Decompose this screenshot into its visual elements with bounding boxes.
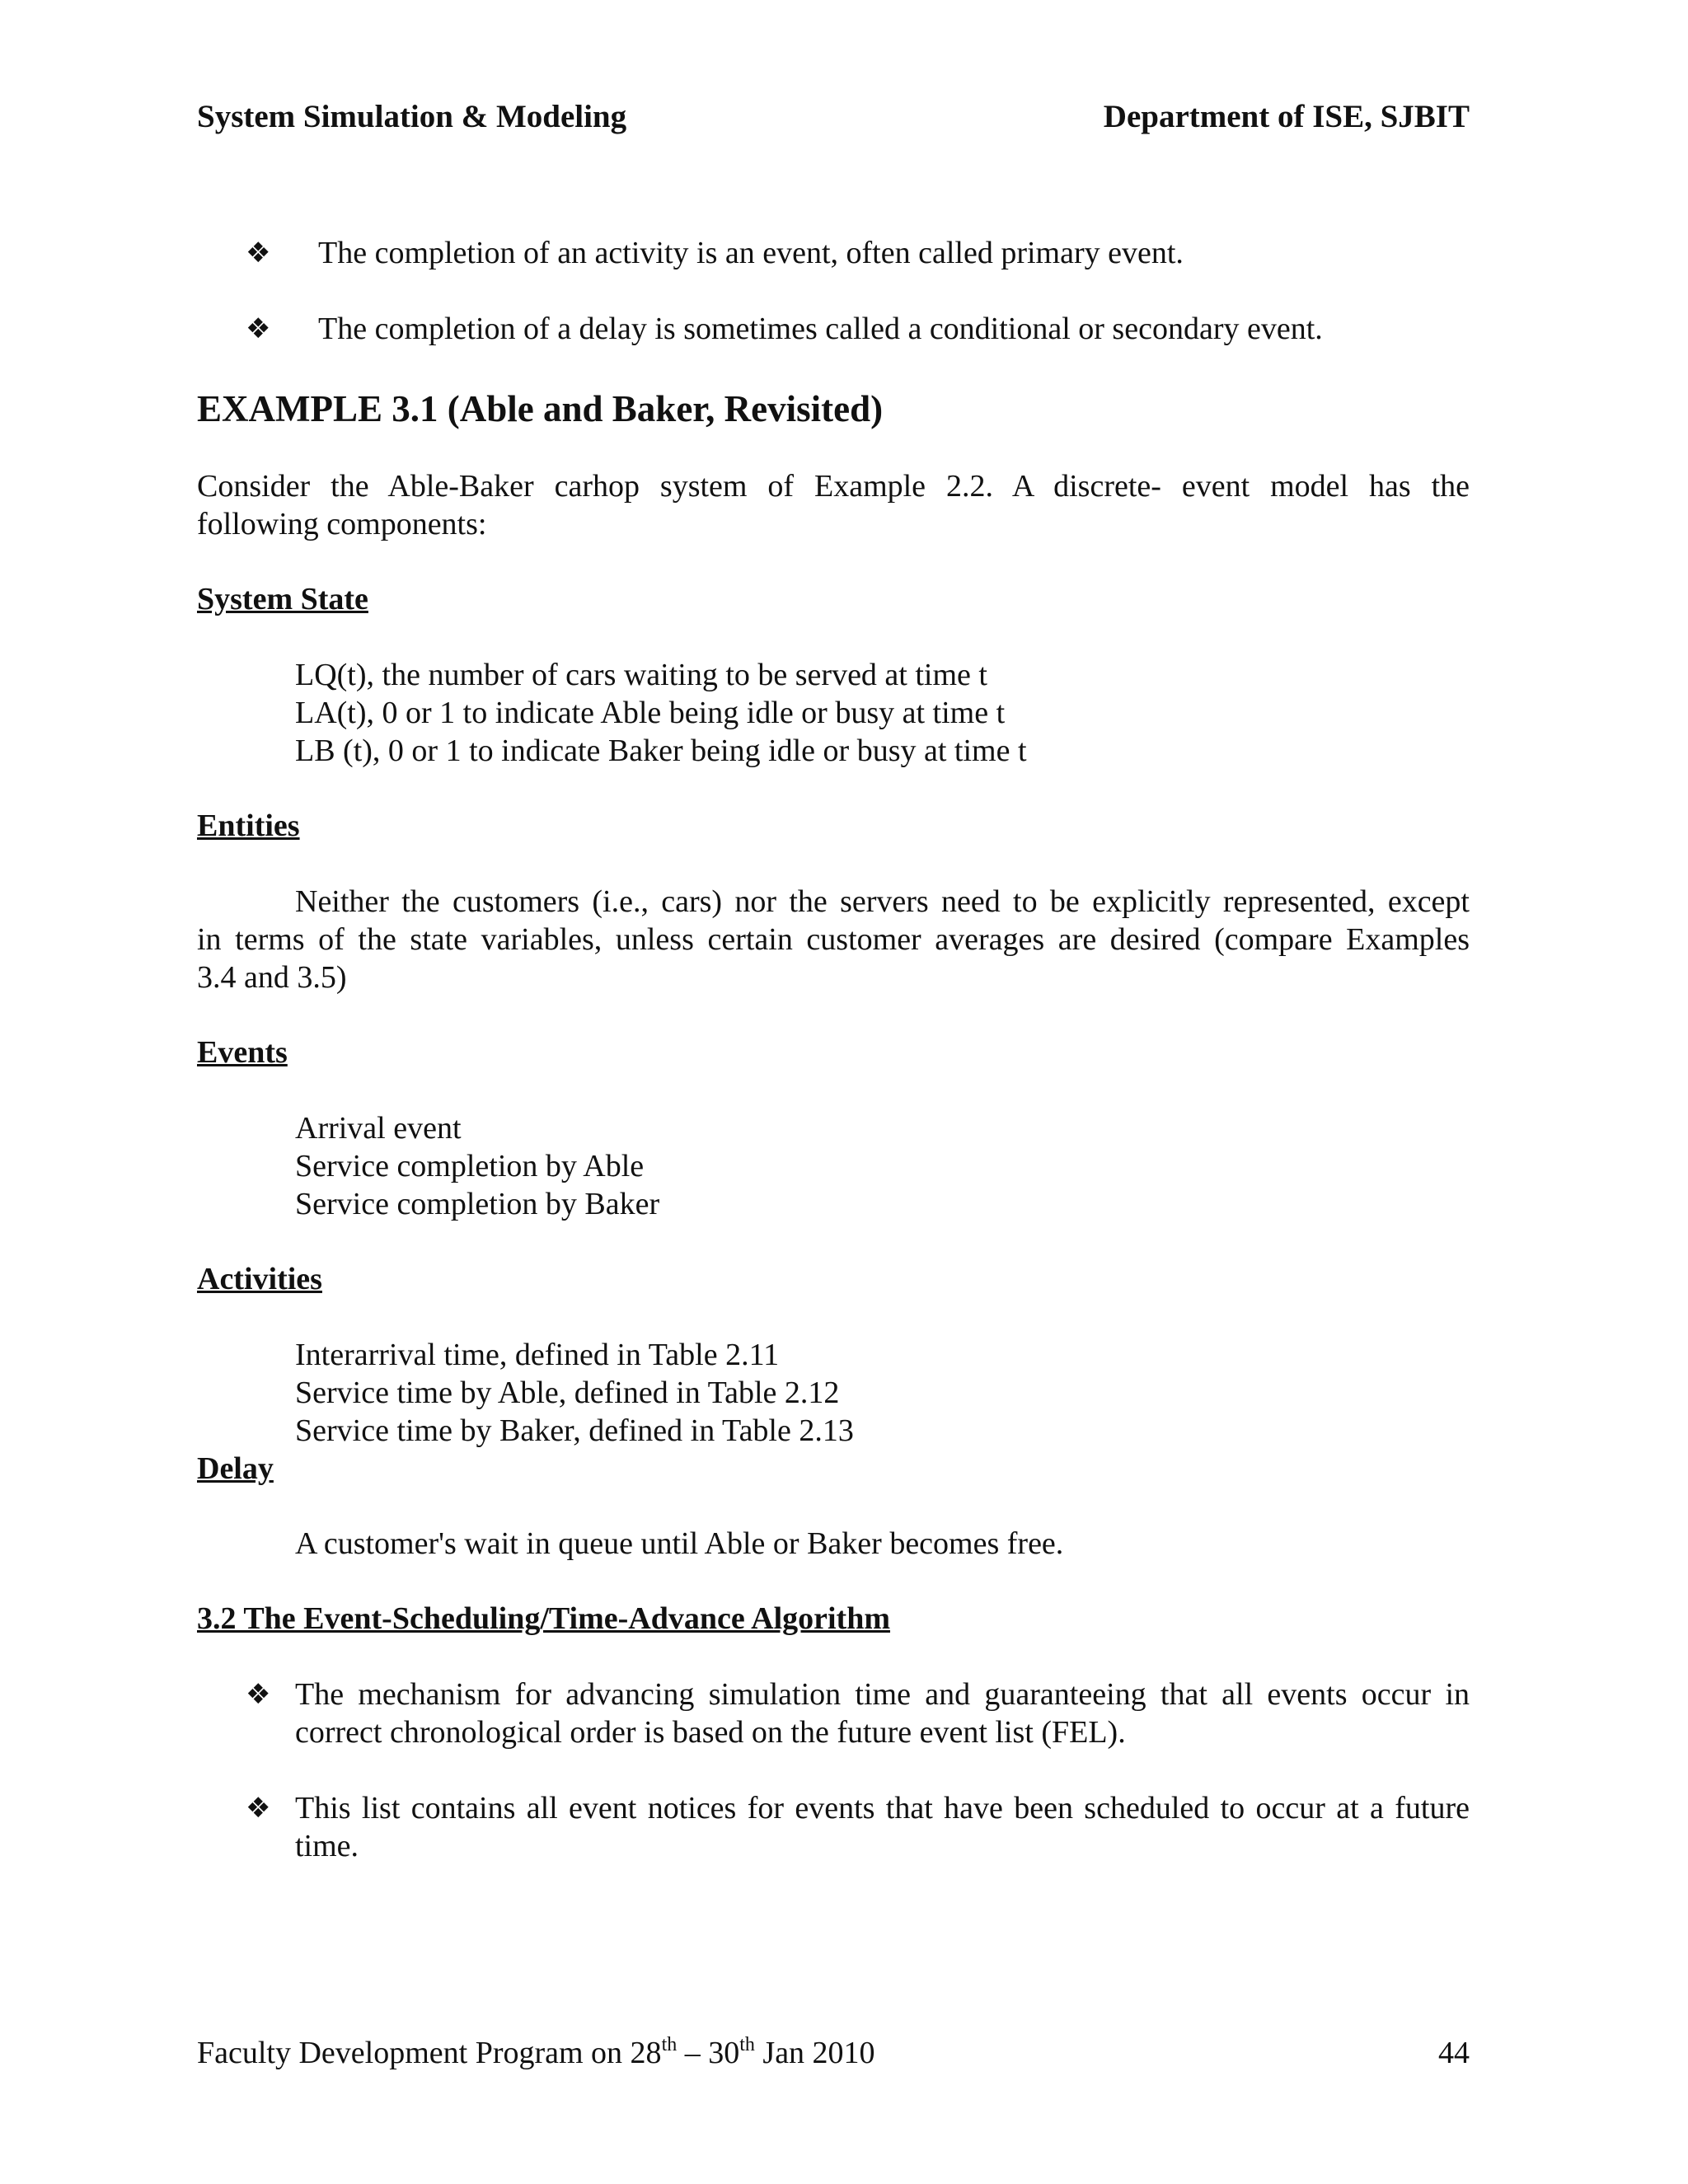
footer-sup-2: th (739, 2034, 755, 2055)
header-left-title: System Simulation & Modeling (197, 99, 627, 134)
intro-bullet-2: The completion of a delay is sometimes called a conditional or secondary event. (318, 312, 1323, 346)
events-item: Service completion by Baker (295, 1187, 660, 1221)
events-heading: Events (197, 1035, 288, 1070)
bullet-icon: ❖ (246, 312, 271, 345)
page-number: 44 (1438, 2036, 1470, 2070)
system-state-item: LQ(t), the number of cars waiting to be served at time t (295, 658, 987, 692)
intro-bullet-1: The completion of an activity is an event, often called primary event. (318, 236, 1184, 270)
bullet-icon: ❖ (246, 237, 271, 269)
system-state-heading: System State (197, 582, 368, 616)
header-right-department: Department of ISE, SJBIT (1103, 99, 1470, 134)
section-bullet-2-line-2: time. (295, 1829, 359, 1863)
footer-suffix: Jan 2010 (754, 2036, 875, 2070)
example-title: EXAMPLE 3.1 (Able and Baker, Revisited) (197, 388, 884, 429)
events-item: Arrival event (295, 1111, 462, 1146)
activities-item: Service time by Baker, defined in Table 2.13 (295, 1413, 854, 1448)
entities-paragraph-line-3: 3.4 and 3.5) (197, 960, 347, 995)
section-bullet-1-line-1: The mechanism for advancing simulation time and guaranteeing that all events occur in (295, 1677, 1470, 1712)
bullet-icon: ❖ (246, 1792, 271, 1825)
activities-item: Service time by Able, defined in Table 2.12 (295, 1376, 840, 1410)
footer-sup-1: th (661, 2034, 678, 2055)
footer-prefix: Faculty Development Program on 28 (197, 2036, 662, 2070)
intro-paragraph-line-2: following components: (197, 507, 487, 541)
entities-heading: Entities (197, 808, 300, 843)
footer-program-text (197, 2034, 875, 2072)
system-state-item: LB (t), 0 or 1 to indicate Baker being idle or busy at time t (295, 733, 1027, 768)
footer-dash: – 30 (677, 2036, 740, 2070)
entities-paragraph-line-2: in terms of the state variables, unless certain customer averages are desired (compare Examples (197, 922, 1470, 957)
events-item: Service completion by Able (295, 1149, 645, 1183)
intro-paragraph-line-1: Consider the Able-Baker carhop system of Example 2.2. A discrete- event model has the (197, 469, 1470, 504)
activities-item: Interarrival time, defined in Table 2.11 (295, 1338, 780, 1372)
delay-text: A customer's wait in queue until Able or Baker becomes free. (295, 1526, 1064, 1561)
bullet-icon: ❖ (246, 1678, 271, 1711)
section-bullet-2-line-1: This list contains all event notices for events that have been scheduled to occur at a future (295, 1791, 1470, 1825)
delay-heading: Delay (197, 1451, 274, 1486)
system-state-item: LA(t), 0 or 1 to indicate Able being idle or busy at time t (295, 696, 1006, 730)
entities-paragraph-line-1: Neither the customers (i.e., cars) nor the servers need to be explicitly represented, except (295, 884, 1470, 919)
section-bullet-1-line-2: correct chronological order is based on the future event list (FEL). (295, 1715, 1126, 1750)
activities-heading: Activities (197, 1262, 322, 1296)
section-3-2-heading: 3.2 The Event-Scheduling/Time-Advance Algorithm (197, 1601, 890, 1636)
